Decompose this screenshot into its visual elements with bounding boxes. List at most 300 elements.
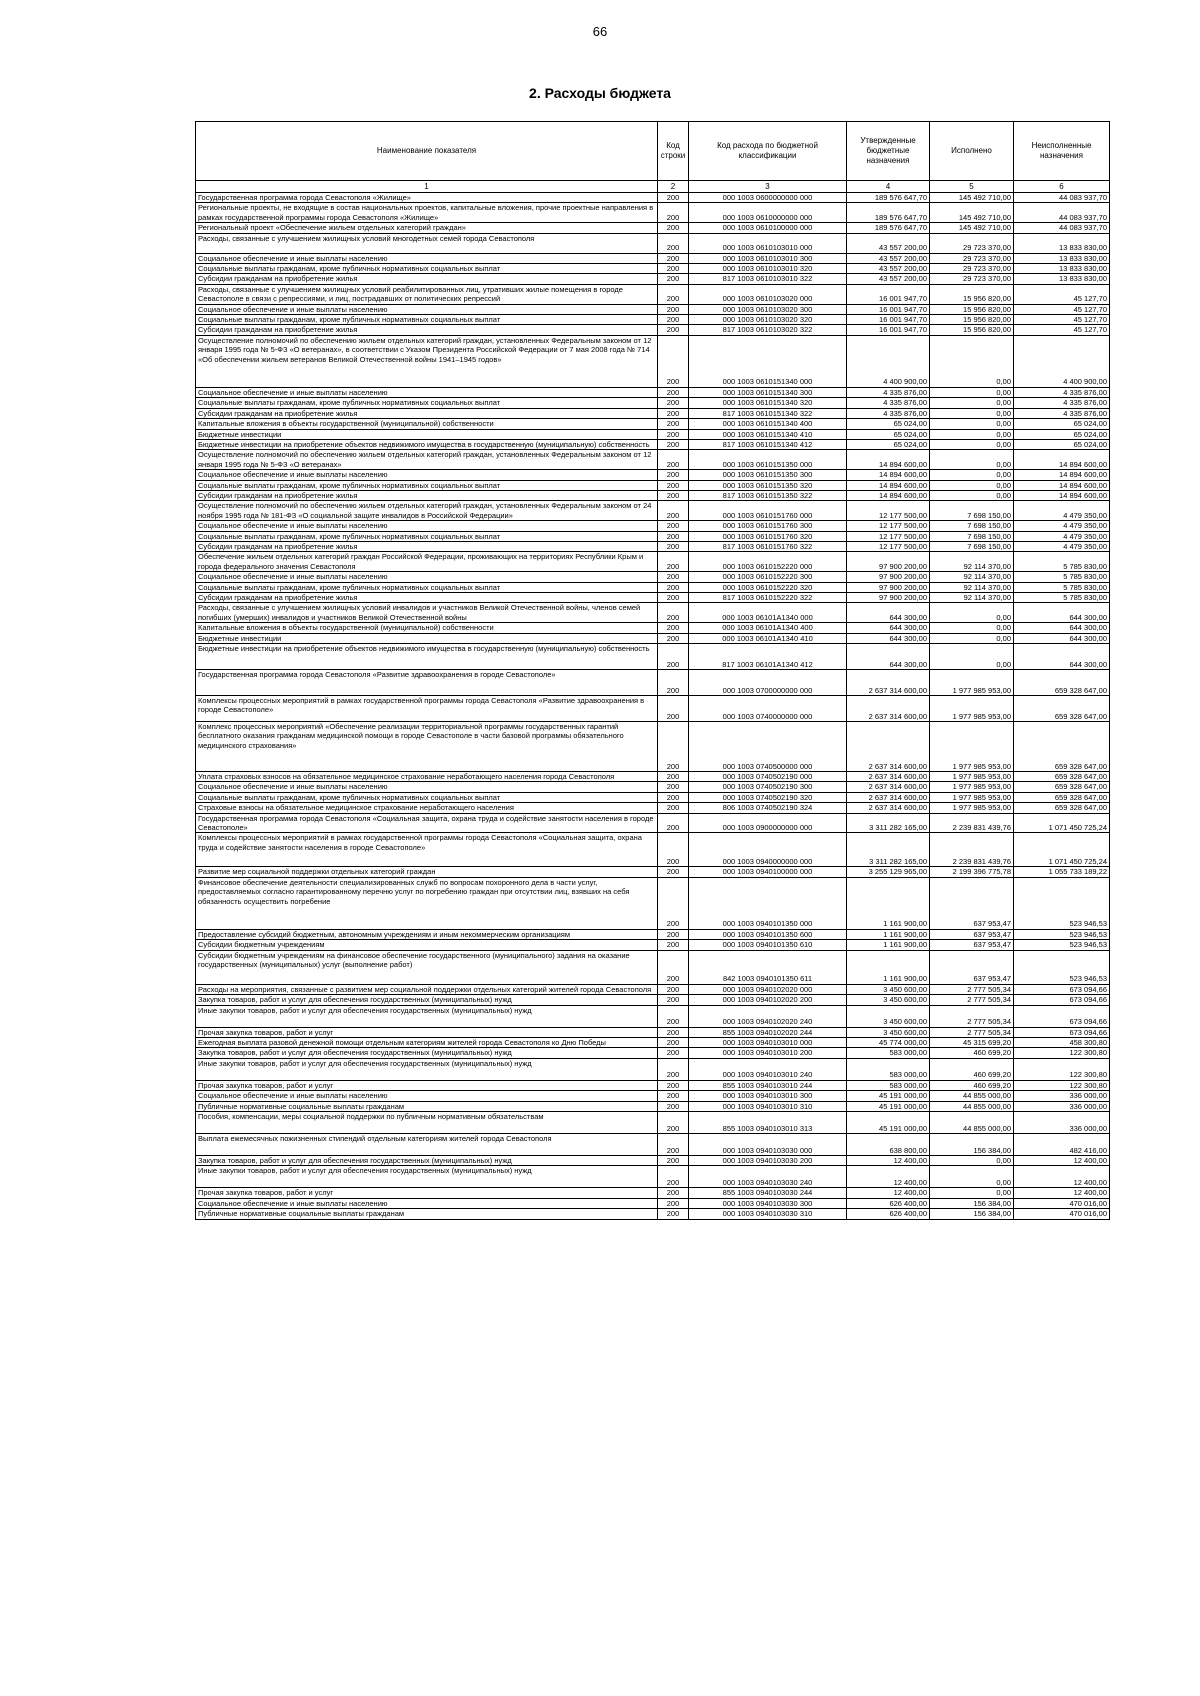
table-row — [196, 1209, 1110, 1219]
row-executed-cell: 92 114 370,00 — [930, 582, 1014, 592]
row-unexecuted-cell: 659 328 647,00 — [1014, 782, 1110, 792]
row-executed-cell: 145 492 710,00 — [930, 223, 1014, 233]
row-unexecuted-cell: 13 833 830,00 — [1014, 264, 1110, 274]
row-name-cell: Государственная программа города Севастополя «Социальная защита, охрана труда и содействие занятости населения в городе Севастополе» — [196, 813, 658, 833]
row-bk-code-cell: 000 1003 0940100000 000 — [689, 867, 847, 877]
row-code-cell: 200 — [658, 541, 689, 551]
row-executed-cell: 2 777 505,34 — [930, 1005, 1014, 1027]
row-executed-cell: 145 492 710,00 — [930, 193, 1014, 203]
table-row — [196, 572, 1110, 582]
header-code: Код строки — [658, 122, 689, 181]
row-unexecuted-cell: 45 127,70 — [1014, 304, 1110, 314]
row-code-cell: 200 — [658, 223, 689, 233]
row-approved-cell: 65 024,00 — [847, 419, 930, 429]
column-number: 5 — [930, 181, 1014, 193]
row-name-cell: Пособия, компенсации, меры социальной поддержки по публичным нормативным обязательствам — [196, 1111, 658, 1133]
row-bk-code-cell: 000 1003 0610000000 000 — [689, 203, 847, 223]
row-approved-cell: 3 450 600,00 — [847, 1005, 930, 1027]
row-executed-cell: 0,00 — [930, 419, 1014, 429]
row-bk-code-cell: 000 1003 0940101350 600 — [689, 929, 847, 939]
row-executed-cell: 637 953,47 — [930, 929, 1014, 939]
row-unexecuted-cell: 14 894 600,00 — [1014, 450, 1110, 470]
row-approved-cell: 65 024,00 — [847, 439, 930, 449]
row-executed-cell: 0,00 — [930, 398, 1014, 408]
table-row — [196, 772, 1110, 782]
row-name-cell: Закупка товаров, работ и услуг для обеспечения государственных (муниципальных) нужд — [196, 1155, 658, 1165]
row-code-cell: 200 — [658, 439, 689, 449]
row-approved-cell: 45 774 000,00 — [847, 1037, 930, 1047]
row-bk-code-cell: 817 1003 0610151350 322 — [689, 490, 847, 500]
row-name-cell: Капитальные вложения в объекты государственной (муниципальной) собственности — [196, 419, 658, 429]
row-approved-cell: 644 300,00 — [847, 623, 930, 633]
row-name-cell: Публичные нормативные социальные выплаты гражданам — [196, 1101, 658, 1111]
table-body — [196, 193, 1110, 1220]
row-bk-code-cell: 000 1003 0740502190 320 — [689, 792, 847, 802]
row-unexecuted-cell: 5 785 830,00 — [1014, 572, 1110, 582]
row-approved-cell: 583 000,00 — [847, 1048, 930, 1058]
row-executed-cell: 7 698 150,00 — [930, 531, 1014, 541]
table-row — [196, 940, 1110, 950]
row-name-cell: Осуществление полномочий по обеспечению жильем отдельных категорий граждан, установленных Федеральным законом от 12 января 1995 года № 5-ФЗ «О ветеранах», в соответствии с Указом Президента Российской Федерации от 7 мая 2008 года № 714 «Об обеспечении жильем ветеранов Великой Отечественной войны 1941–1945 годов» — [196, 335, 658, 387]
row-approved-cell: 2 637 314 600,00 — [847, 722, 930, 772]
row-unexecuted-cell: 659 328 647,00 — [1014, 696, 1110, 722]
row-bk-code-cell: 000 1003 0610151760 000 — [689, 501, 847, 521]
row-code-cell: 200 — [658, 995, 689, 1005]
row-executed-cell: 0,00 — [930, 480, 1014, 490]
table-row — [196, 480, 1110, 490]
table-row — [196, 253, 1110, 263]
row-code-cell: 200 — [658, 813, 689, 833]
row-unexecuted-cell: 673 094,66 — [1014, 995, 1110, 1005]
column-number-row — [196, 181, 1110, 193]
row-bk-code-cell: 817 1003 0610152220 322 — [689, 593, 847, 603]
row-approved-cell: 583 000,00 — [847, 1058, 930, 1080]
row-name-cell: Финансовое обеспечение деятельности специализированных служб по вопросам похоронного дела в части услуг, предоставляемых согласно гарантированному перечню услуг по погребению граждан при отсутствии лиц, взявших на себя обязанность осуществить погребение — [196, 877, 658, 929]
row-name-cell: Развитие мер социальной поддержки отдельных категорий граждан — [196, 867, 658, 877]
row-unexecuted-cell: 4 479 350,00 — [1014, 531, 1110, 541]
row-approved-cell: 3 311 282 165,00 — [847, 813, 930, 833]
table-row — [196, 623, 1110, 633]
row-bk-code-cell: 000 1003 0740000000 000 — [689, 696, 847, 722]
table-row — [196, 1133, 1110, 1155]
row-executed-cell: 92 114 370,00 — [930, 552, 1014, 572]
row-name-cell: Социальные выплаты гражданам, кроме публичных нормативных социальных выплат — [196, 582, 658, 592]
section-title: 2. Расходы бюджета — [529, 85, 671, 101]
row-bk-code-cell: 000 1003 0940103030 000 — [689, 1133, 847, 1155]
row-name-cell: Социальное обеспечение и иные выплаты населению — [196, 782, 658, 792]
row-executed-cell: 0,00 — [930, 429, 1014, 439]
row-code-cell: 200 — [658, 623, 689, 633]
table-row — [196, 1058, 1110, 1080]
row-code-cell: 200 — [658, 470, 689, 480]
row-bk-code-cell: 000 1003 0900000000 000 — [689, 813, 847, 833]
row-approved-cell: 12 177 500,00 — [847, 521, 930, 531]
row-name-cell: Социальное обеспечение и иные выплаты населению — [196, 1091, 658, 1101]
table-row — [196, 490, 1110, 500]
row-code-cell: 200 — [658, 722, 689, 772]
row-unexecuted-cell: 5 785 830,00 — [1014, 582, 1110, 592]
row-approved-cell: 14 894 600,00 — [847, 450, 930, 470]
row-bk-code-cell: 000 1003 0940103010 240 — [689, 1058, 847, 1080]
row-name-cell: Социальные выплаты гражданам, кроме публичных нормативных социальных выплат — [196, 398, 658, 408]
row-unexecuted-cell: 4 335 876,00 — [1014, 387, 1110, 397]
table-row — [196, 593, 1110, 603]
row-executed-cell: 460 699,20 — [930, 1080, 1014, 1090]
row-code-cell: 200 — [658, 1166, 689, 1188]
row-code-cell: 200 — [658, 501, 689, 521]
row-unexecuted-cell: 45 127,70 — [1014, 284, 1110, 304]
row-name-cell: Социальное обеспечение и иные выплаты населению — [196, 521, 658, 531]
table-row — [196, 1188, 1110, 1198]
row-code-cell: 200 — [658, 274, 689, 284]
row-approved-cell: 97 900 200,00 — [847, 572, 930, 582]
row-approved-cell: 189 576 647,70 — [847, 203, 930, 223]
row-bk-code-cell: 000 1003 0940103010 200 — [689, 1048, 847, 1058]
row-code-cell: 200 — [658, 1048, 689, 1058]
row-approved-cell: 189 576 647,70 — [847, 223, 930, 233]
row-bk-code-cell: 000 1003 0940103030 200 — [689, 1155, 847, 1165]
row-unexecuted-cell: 45 127,70 — [1014, 325, 1110, 335]
row-unexecuted-cell: 4 479 350,00 — [1014, 541, 1110, 551]
row-approved-cell: 1 161 900,00 — [847, 877, 930, 929]
row-approved-cell: 644 300,00 — [847, 633, 930, 643]
row-unexecuted-cell: 659 328 647,00 — [1014, 722, 1110, 772]
column-number: 6 — [1014, 181, 1110, 193]
row-name-cell: Комплексы процессных мероприятий в рамках государственной программы города Севастополя «Развитие здравоохранения в городе Севастополе» — [196, 696, 658, 722]
row-bk-code-cell: 000 1003 0610151760 300 — [689, 521, 847, 531]
row-unexecuted-cell: 1 071 450 725,24 — [1014, 833, 1110, 867]
table-row — [196, 325, 1110, 335]
row-bk-code-cell: 000 1003 0610100000 000 — [689, 223, 847, 233]
row-name-cell: Иные закупки товаров, работ и услуг для обеспечения государственных (муниципальных) нужд — [196, 1166, 658, 1188]
row-unexecuted-cell: 673 094,66 — [1014, 1027, 1110, 1037]
table-row — [196, 419, 1110, 429]
row-code-cell: 200 — [658, 1027, 689, 1037]
row-executed-cell: 637 953,47 — [930, 877, 1014, 929]
row-name-cell: Субсидии гражданам на приобретение жилья — [196, 408, 658, 418]
row-executed-cell: 15 956 820,00 — [930, 315, 1014, 325]
row-approved-cell: 4 335 876,00 — [847, 398, 930, 408]
row-unexecuted-cell: 4 479 350,00 — [1014, 521, 1110, 531]
row-approved-cell: 2 637 314 600,00 — [847, 696, 930, 722]
row-name-cell: Прочая закупка товаров, работ и услуг — [196, 1027, 658, 1037]
row-approved-cell: 12 400,00 — [847, 1155, 930, 1165]
row-name-cell: Расходы, связанные с улучшением жилищных условий инвалидов и участников Великой Отечественной войны, членов семей погибших (умерших) инвалидов и участников Великой Отечественной войны — [196, 603, 658, 623]
row-executed-cell: 637 953,47 — [930, 950, 1014, 984]
table-row — [196, 1037, 1110, 1047]
table-row — [196, 501, 1110, 521]
row-code-cell: 200 — [658, 633, 689, 643]
row-bk-code-cell: 000 1003 0940103010 000 — [689, 1037, 847, 1047]
row-approved-cell: 97 900 200,00 — [847, 582, 930, 592]
row-bk-code-cell: 000 1003 0940102020 000 — [689, 984, 847, 994]
row-unexecuted-cell: 644 300,00 — [1014, 644, 1110, 670]
row-approved-cell: 2 637 314 600,00 — [847, 772, 930, 782]
row-bk-code-cell: 000 1003 0610151350 000 — [689, 450, 847, 470]
row-name-cell: Субсидии гражданам на приобретение жилья — [196, 593, 658, 603]
row-name-cell: Государственная программа города Севастополя «Развитие здравоохранения в городе Севастополе» — [196, 670, 658, 696]
row-name-cell: Выплата ежемесячных пожизненных стипендий отдельным категориям жителей города Севастополя — [196, 1133, 658, 1155]
row-code-cell: 200 — [658, 1198, 689, 1208]
row-executed-cell: 0,00 — [930, 1188, 1014, 1198]
row-name-cell: Социальные выплаты гражданам, кроме публичных нормативных социальных выплат — [196, 264, 658, 274]
row-unexecuted-cell: 4 400 900,00 — [1014, 335, 1110, 387]
row-approved-cell: 97 900 200,00 — [847, 593, 930, 603]
row-approved-cell: 43 557 200,00 — [847, 253, 930, 263]
row-name-cell: Социальное обеспечение и иные выплаты населению — [196, 387, 658, 397]
row-executed-cell: 29 723 370,00 — [930, 264, 1014, 274]
row-executed-cell: 15 956 820,00 — [930, 284, 1014, 304]
table-row — [196, 223, 1110, 233]
row-code-cell: 200 — [658, 531, 689, 541]
row-unexecuted-cell: 122 300,80 — [1014, 1080, 1110, 1090]
row-executed-cell: 637 953,47 — [930, 940, 1014, 950]
row-executed-cell: 156 384,00 — [930, 1209, 1014, 1219]
row-name-cell: Расходы на мероприятия, связанные с развитием мер социальной поддержки отдельных категорий жителей города Севастополя — [196, 984, 658, 994]
row-code-cell: 200 — [658, 193, 689, 203]
header-name: Наименование показателя — [196, 122, 658, 181]
row-name-cell: Субсидии бюджетным учреждениям на финансовое обеспечение государственного (муниципального) задания на оказание государственных (муниципальных) услуг (выполнение работ) — [196, 950, 658, 984]
table-row — [196, 722, 1110, 772]
row-executed-cell: 29 723 370,00 — [930, 233, 1014, 253]
row-bk-code-cell: 000 1003 0740502190 000 — [689, 772, 847, 782]
row-name-cell: Социальное обеспечение и иные выплаты населению — [196, 1198, 658, 1208]
row-executed-cell: 0,00 — [930, 408, 1014, 418]
row-bk-code-cell: 000 1003 0610151340 400 — [689, 419, 847, 429]
row-bk-code-cell: 000 1003 0940101350 000 — [689, 877, 847, 929]
row-approved-cell: 45 191 000,00 — [847, 1091, 930, 1101]
table-row — [196, 408, 1110, 418]
row-executed-cell: 1 977 985 953,00 — [930, 696, 1014, 722]
row-approved-cell: 16 001 947,70 — [847, 315, 930, 325]
row-bk-code-cell: 000 1003 0610151340 300 — [689, 387, 847, 397]
table-row — [196, 867, 1110, 877]
row-name-cell: Социальное обеспечение и иные выплаты населению — [196, 304, 658, 314]
row-executed-cell: 0,00 — [930, 439, 1014, 449]
row-code-cell: 200 — [658, 1133, 689, 1155]
table-row — [196, 929, 1110, 939]
row-code-cell: 200 — [658, 1155, 689, 1165]
table-row — [196, 1091, 1110, 1101]
row-name-cell: Осуществление полномочий по обеспечению жильем отдельных категорий граждан, установленных Федеральным законом от 12 января 1995 года № 5-ФЗ «О ветеранах» — [196, 450, 658, 470]
table-row — [196, 803, 1110, 813]
row-bk-code-cell: 000 1003 0940103010 300 — [689, 1091, 847, 1101]
row-bk-code-cell: 000 1003 0610103010 000 — [689, 233, 847, 253]
row-unexecuted-cell: 12 400,00 — [1014, 1188, 1110, 1198]
row-name-cell: Бюджетные инвестиции — [196, 633, 658, 643]
row-name-cell: Региональные проекты, не входящие в состав национальных проектов, капитальные вложения, прочие проектные направления в рамках государственной программы города Севастополя «Жилище» — [196, 203, 658, 223]
row-unexecuted-cell: 13 833 830,00 — [1014, 274, 1110, 284]
table-row — [196, 603, 1110, 623]
row-code-cell: 200 — [658, 284, 689, 304]
row-unexecuted-cell: 523 946,53 — [1014, 940, 1110, 950]
row-name-cell: Социальные выплаты гражданам, кроме публичных нормативных социальных выплат — [196, 531, 658, 541]
row-code-cell: 200 — [658, 1005, 689, 1027]
row-name-cell: Иные закупки товаров, работ и услуг для обеспечения государственных (муниципальных) нужд — [196, 1005, 658, 1027]
row-bk-code-cell: 000 1003 0940102020 200 — [689, 995, 847, 1005]
table-row — [196, 304, 1110, 314]
table-row — [196, 1111, 1110, 1133]
row-name-cell: Расходы, связанные с улучшением жилищных условий многодетных семей города Севастополя — [196, 233, 658, 253]
row-unexecuted-cell: 659 328 647,00 — [1014, 803, 1110, 813]
table-row — [196, 203, 1110, 223]
row-code-cell: 200 — [658, 603, 689, 623]
row-unexecuted-cell: 65 024,00 — [1014, 429, 1110, 439]
row-executed-cell: 0,00 — [930, 644, 1014, 670]
row-unexecuted-cell: 4 335 876,00 — [1014, 408, 1110, 418]
row-name-cell: Бюджетные инвестиции на приобретение объектов недвижимого имущества в государственную (муниципальную) собственность — [196, 644, 658, 670]
row-bk-code-cell: 000 1003 0940101350 610 — [689, 940, 847, 950]
row-approved-cell: 1 161 900,00 — [847, 950, 930, 984]
row-approved-cell: 2 637 314 600,00 — [847, 803, 930, 813]
row-code-cell: 200 — [658, 1209, 689, 1219]
row-approved-cell: 638 800,00 — [847, 1133, 930, 1155]
row-bk-code-cell: 000 1003 0610103010 320 — [689, 264, 847, 274]
row-code-cell: 200 — [658, 867, 689, 877]
row-name-cell: Ежегодная выплата разовой денежной помощи отдельным категориям жителей города Севастополя ко Дню Победы — [196, 1037, 658, 1047]
row-approved-cell: 189 576 647,70 — [847, 193, 930, 203]
row-code-cell: 200 — [658, 833, 689, 867]
row-approved-cell: 2 637 314 600,00 — [847, 670, 930, 696]
row-code-cell: 200 — [658, 984, 689, 994]
row-executed-cell: 156 384,00 — [930, 1133, 1014, 1155]
table-row — [196, 284, 1110, 304]
row-approved-cell: 3 450 600,00 — [847, 995, 930, 1005]
row-code-cell: 200 — [658, 582, 689, 592]
row-bk-code-cell: 806 1003 0740502190 324 — [689, 803, 847, 813]
row-unexecuted-cell: 44 083 937,70 — [1014, 203, 1110, 223]
row-executed-cell: 15 956 820,00 — [930, 325, 1014, 335]
row-unexecuted-cell: 4 335 876,00 — [1014, 398, 1110, 408]
row-code-cell: 200 — [658, 1058, 689, 1080]
table-row — [196, 1005, 1110, 1027]
row-approved-cell: 65 024,00 — [847, 429, 930, 439]
table-row — [196, 670, 1110, 696]
row-name-cell: Субсидии гражданам на приобретение жилья — [196, 274, 658, 284]
row-name-cell: Закупка товаров, работ и услуг для обеспечения государственных (муниципальных) нужд — [196, 995, 658, 1005]
row-bk-code-cell: 000 1003 0610151350 300 — [689, 470, 847, 480]
table-row — [196, 1027, 1110, 1037]
row-bk-code-cell: 000 1003 06101A1340 400 — [689, 623, 847, 633]
row-approved-cell: 3 311 282 165,00 — [847, 833, 930, 867]
row-bk-code-cell: 000 1003 0610152220 300 — [689, 572, 847, 582]
row-unexecuted-cell: 336 000,00 — [1014, 1101, 1110, 1111]
row-code-cell: 200 — [658, 1037, 689, 1047]
row-executed-cell: 145 492 710,00 — [930, 203, 1014, 223]
row-unexecuted-cell: 470 016,00 — [1014, 1209, 1110, 1219]
row-approved-cell: 16 001 947,70 — [847, 325, 930, 335]
row-approved-cell: 626 400,00 — [847, 1209, 930, 1219]
table-row — [196, 633, 1110, 643]
row-code-cell: 200 — [658, 782, 689, 792]
row-bk-code-cell: 855 1003 0940103030 244 — [689, 1188, 847, 1198]
row-executed-cell: 29 723 370,00 — [930, 253, 1014, 263]
row-executed-cell: 0,00 — [930, 623, 1014, 633]
table-row — [196, 193, 1110, 203]
row-approved-cell: 644 300,00 — [847, 644, 930, 670]
row-code-cell: 200 — [658, 521, 689, 531]
row-approved-cell: 45 191 000,00 — [847, 1101, 930, 1111]
row-bk-code-cell: 817 1003 0610151340 412 — [689, 439, 847, 449]
row-name-cell: Субсидии гражданам на приобретение жилья — [196, 325, 658, 335]
row-bk-code-cell: 000 1003 06101A1340 000 — [689, 603, 847, 623]
row-executed-cell: 15 956 820,00 — [930, 304, 1014, 314]
row-executed-cell: 44 855 000,00 — [930, 1091, 1014, 1101]
row-approved-cell: 3 450 600,00 — [847, 984, 930, 994]
row-name-cell: Прочая закупка товаров, работ и услуг — [196, 1080, 658, 1090]
row-bk-code-cell: 000 1003 0740502190 300 — [689, 782, 847, 792]
row-code-cell: 200 — [658, 398, 689, 408]
row-unexecuted-cell: 65 024,00 — [1014, 439, 1110, 449]
table-row — [196, 1155, 1110, 1165]
row-unexecuted-cell: 458 300,80 — [1014, 1037, 1110, 1047]
column-number: 4 — [847, 181, 930, 193]
row-code-cell: 200 — [658, 593, 689, 603]
row-unexecuted-cell: 122 300,80 — [1014, 1058, 1110, 1080]
table-row — [196, 792, 1110, 802]
row-approved-cell: 4 335 876,00 — [847, 408, 930, 418]
row-bk-code-cell: 000 1003 0610151350 320 — [689, 480, 847, 490]
table-row — [196, 1048, 1110, 1058]
column-number: 2 — [658, 181, 689, 193]
row-approved-cell: 14 894 600,00 — [847, 470, 930, 480]
row-unexecuted-cell: 14 894 600,00 — [1014, 480, 1110, 490]
header-executed: Исполнено — [930, 122, 1014, 181]
row-code-cell: 200 — [658, 670, 689, 696]
row-approved-cell: 12 400,00 — [847, 1188, 930, 1198]
row-unexecuted-cell: 673 094,66 — [1014, 984, 1110, 994]
row-bk-code-cell: 000 1003 0610103020 300 — [689, 304, 847, 314]
row-code-cell: 200 — [658, 408, 689, 418]
row-executed-cell: 0,00 — [930, 490, 1014, 500]
row-unexecuted-cell: 644 300,00 — [1014, 633, 1110, 643]
table-row — [196, 833, 1110, 867]
table-row — [196, 696, 1110, 722]
row-name-cell: Субсидии бюджетным учреждениям — [196, 940, 658, 950]
row-approved-cell: 14 894 600,00 — [847, 480, 930, 490]
row-executed-cell: 1 977 985 953,00 — [930, 792, 1014, 802]
row-unexecuted-cell: 659 328 647,00 — [1014, 792, 1110, 802]
row-bk-code-cell: 000 1003 0940000000 000 — [689, 833, 847, 867]
row-unexecuted-cell: 44 083 937,70 — [1014, 223, 1110, 233]
table-row — [196, 429, 1110, 439]
row-unexecuted-cell: 45 127,70 — [1014, 315, 1110, 325]
row-code-cell: 200 — [658, 233, 689, 253]
budget-expenses-table — [195, 121, 1110, 1220]
row-executed-cell: 460 699,20 — [930, 1058, 1014, 1080]
row-executed-cell: 0,00 — [930, 335, 1014, 387]
row-executed-cell: 2 199 396 775,78 — [930, 867, 1014, 877]
table-row — [196, 439, 1110, 449]
row-name-cell: Социальные выплаты гражданам, кроме публичных нормативных социальных выплат — [196, 480, 658, 490]
row-bk-code-cell: 817 1003 0610103020 322 — [689, 325, 847, 335]
row-executed-cell: 0,00 — [930, 470, 1014, 480]
row-unexecuted-cell: 523 946,53 — [1014, 929, 1110, 939]
row-name-cell: Государственная программа города Севастополя «Жилище» — [196, 193, 658, 203]
header-bk: Код расхода по бюджетной классификации — [689, 122, 847, 181]
row-approved-cell: 2 637 314 600,00 — [847, 792, 930, 802]
row-executed-cell: 1 977 985 953,00 — [930, 782, 1014, 792]
row-executed-cell: 44 855 000,00 — [930, 1101, 1014, 1111]
row-executed-cell: 460 699,20 — [930, 1048, 1014, 1058]
table-row — [196, 1101, 1110, 1111]
row-name-cell: Субсидии гражданам на приобретение жилья — [196, 490, 658, 500]
row-executed-cell: 1 977 985 953,00 — [930, 803, 1014, 813]
row-name-cell: Социальное обеспечение и иные выплаты населению — [196, 572, 658, 582]
row-approved-cell: 43 557 200,00 — [847, 264, 930, 274]
row-bk-code-cell: 000 1003 0610152220 320 — [689, 582, 847, 592]
row-executed-cell: 1 977 985 953,00 — [930, 772, 1014, 782]
